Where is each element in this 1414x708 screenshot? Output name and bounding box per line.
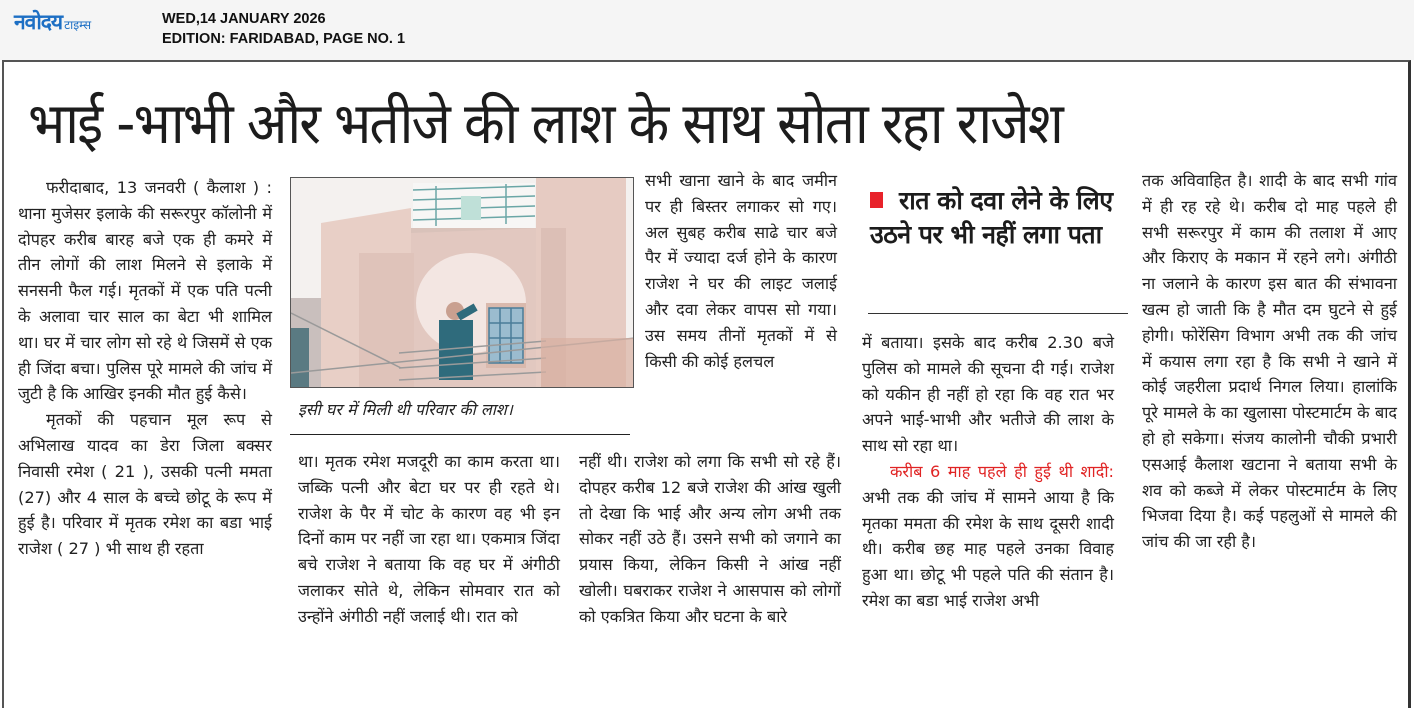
red-square-bullet-icon bbox=[870, 192, 883, 208]
column5-text: तक अविवाहित है। शादी के बाद सभी गांव में ही रह रहे थे। करीब दो माह पहले ही सभी सरूरपुर में काम की तलाश में आए और किराए के मकान में रहने लगे। अंगीठी ना जलाने के कारण इस बात की संभावना खत्म हो जाती कि है मौत दम घुटने से हुई होगी। फोरेंसिग विभाग अभी तक की जांच में कयास लगा रहा है कि सभी ने खाने में कोई जहरीला प्रदार्थ निगल लिया। हालांकि पूरे मामले के का खुलासा पोस्टमार्टम के बाद हो हो सकेगा। संजय कालोनी चौकी प्रभारी एसआई कैलाश खटाना ने बताया सभी के शव को कब्जे में लेकर पोस्टमार्टम के लिए भिजवा दिया है। कई पहलुओं से मामले की जांच की जा रही है। bbox=[1142, 171, 1397, 552]
column3-bottom-text: नहीं थी। राजेश को लगा कि सभी सो रहे हैं। दोपहर करीब 12 बजे राजेश की आंख खुली तो देखा कि भाई और अन्य लोग अभी तक सोकर नहीं उठे हैं। उसने सभी को जगाने का प्रयास किया, लेकिन किसी ने आंख नहीं खोली। घबराकर राजेश ने आसपास को लोगों को एकत्रित किया और घटना के बारे bbox=[579, 452, 841, 626]
article-column-3-top bbox=[645, 168, 837, 374]
house-photo-icon bbox=[291, 178, 634, 388]
column4-paragraph-2 bbox=[862, 459, 1114, 614]
column2-bottom-text: था। मृतक रमेश मजदूरी का काम करता था। जब्कि पत्नी और बेटा घर पर ही रहते थे। राजेश के पैर में चोट के कारण वह भी इन दिनों काम पर नहीं जा रहा था। एकमात्र जिंदा बचे राजेश ने बताया कि वह घर में अंगीठी जलाकर सोते थे, लेकिन सोमवार रात को उन्होंने अंगीठी नहीं जलाई थी। रात को bbox=[298, 452, 560, 626]
caption-divider bbox=[290, 434, 630, 435]
photo-caption: इसी घर में मिली थी परिवार की लाश। bbox=[298, 400, 513, 419]
article-column-4 bbox=[862, 330, 1114, 614]
logo-sub-text: टाइम्स bbox=[64, 18, 92, 32]
article-headline: भाई -भाभी और भतीजे की लाश के साथ सोता रहा राजेश bbox=[28, 91, 1062, 157]
edition-meta bbox=[162, 9, 405, 49]
edition-info: EDITION: FARIDABAD, PAGE NO. 1 bbox=[162, 31, 406, 47]
article-photo bbox=[290, 177, 634, 388]
column4-paragraph-2-lead: करीब 6 माह पहले ही हुई थी शादी: bbox=[890, 461, 1114, 481]
column4-paragraph-2-body: अभी तक की जांच में सामने आया है कि मृतका ममता की रमेश के साथ दूसरी शादी थी। करीब छह माह पहले उनका विवाह हुआ था। छोटू भी पहले पति की संतान है। रमेश का बडा भाई राजेश अभी bbox=[862, 487, 1114, 610]
subheading-text: रात को दवा लेने के लिए उठने पर भी नहीं लगा पता bbox=[870, 186, 1113, 249]
column1-paragraph-2: मृतकों की पहचान मूल रूप से अभिलाख यादव का डेरा जिला बक्सर निवासी रमेश ( 21 ), उसकी पत्नी ममता (27) और 4 साल के बच्चे छोटू के रूप में हुई है। परिवार में मृतक रमेश का बडा भाई राजेश ( 27 ) भी साथ ही रहता bbox=[18, 410, 272, 559]
column4-paragraph-1: में बताया। इसके बाद करीब 2.30 बजे पुलिस को मामले की सूचना दी गई। राजेश को यकीन ही नहीं हो रहा कि वह रात भर अपने भाई-भाभी और भतीजे की लाश के साथ सो रहा था। bbox=[862, 333, 1114, 456]
article-column-2-bottom bbox=[298, 449, 560, 630]
logo-main-text: नवोदय bbox=[14, 10, 63, 34]
article-column-1 bbox=[18, 175, 272, 562]
column1-paragraph-1: फरीदाबाद, 13 जनवरी ( कैलाश ) : थाना मुजेसर इलाके की सरूरपुर कॉलोनी में दोपहर करीब बारह बजे एक ही कमरे में तीन लोगों की लाश मिलने से इलाके में सनसनी फैल गई। मृतकों में एक पति पत्नी के अलावा चार साल का बेटा भी शामिल था। घर में चार लोग सो रहे थे जिसमें से एक ही जिंदा बचा। पुलिस पूरे मामले की जांच में जुटी है कि आखिर इनकी मौत हुई कैसे। bbox=[18, 178, 272, 404]
subheading-divider bbox=[868, 313, 1128, 314]
newspaper-logo[interactable] bbox=[14, 8, 91, 36]
article-column-3-bottom bbox=[579, 449, 841, 630]
column3-top-text: सभी खाना खाने के बाद जमीन पर ही बिस्तर लगाकर सो गए। अल सुबह करीब साढे चार बजे पैर में ज्यादा दर्ज होने के कारण राजेश ने घर की लाइट जलाई और दवा लेकर वापस सो गया। उस समय तीनों मृतकों में से किसी की कोई हलचल bbox=[645, 171, 837, 371]
edition-date: WED,14 JANUARY 2026 bbox=[162, 11, 326, 27]
article-column-5 bbox=[1142, 168, 1397, 555]
edition-header bbox=[0, 0, 1414, 60]
subheading bbox=[870, 184, 1130, 252]
